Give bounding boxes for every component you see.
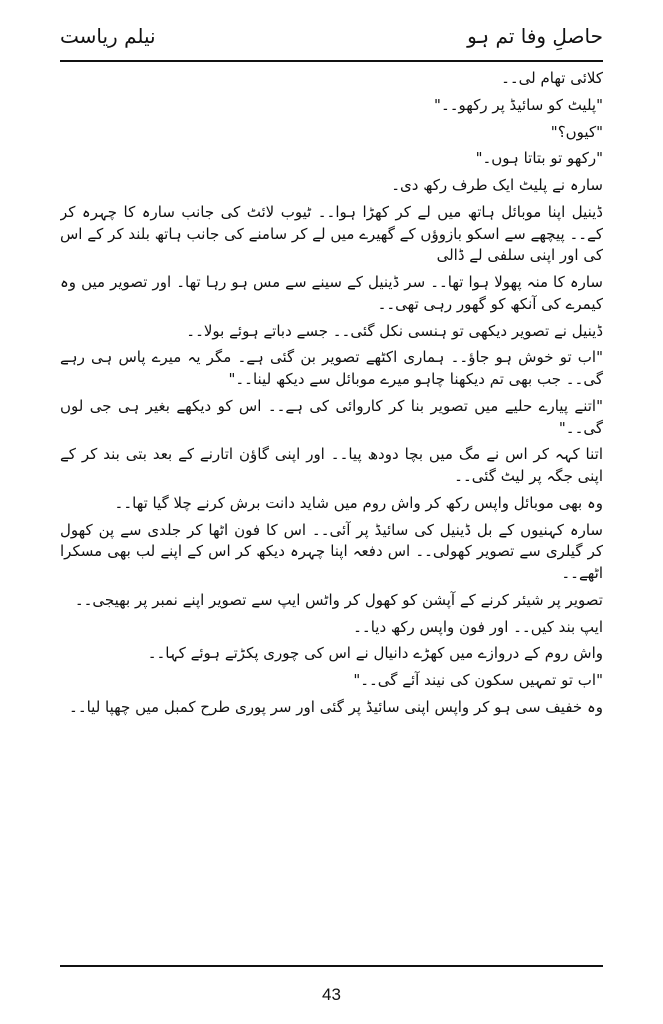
paragraph: ڈینیل اپنا موبائل ہاتھ میں لے کر کھڑا ہوا۔۔ ٹیوب لائٹ کی جانب سارہ کا چہرہ کر کے۔۔ پیچھے سے اسکو بازوؤں کے گھیرے میں لے کر سامنے کی جانب ہاتھ بلند کر کے اس کی اور اپنی سلفی لے ڈالی	[60, 202, 603, 265]
paragraph: وہ خفیف سی ہو کر واپس اپنی سائیڈ پر گئی اور سر پوری طرح کمبل میں چھپا لیا۔۔	[69, 697, 603, 716]
footer-divider	[60, 965, 603, 967]
paragraph: ایپ بند کیں۔۔ اور فون واپس رکھ دیا۔۔	[353, 617, 603, 636]
paragraph: وہ بھی موبائل واپس رکھ کر واش روم میں شاید دانت برش کرنے چلا گیا تھا۔۔	[114, 493, 603, 512]
book-title: حاصلِ وفا تم ہو	[467, 24, 603, 48]
paragraph: "اب تو خوش ہو جاؤ۔۔ ہماری اکٹھے تصویر بن گئی ہے۔ مگر یہ میرے پاس ہی رہے گی۔۔ جب بھی تم دیکھنا چاہو میرے موبائل سے دیکھ لینا۔۔"	[60, 348, 603, 388]
page-number: 43	[322, 985, 341, 1004]
paragraph: اتنا کہہ کر اس نے مگ میں بچا دودھ پیا۔۔ اور اپنی گاؤن اتارنے کے بعد بتی بند کر کے اپنی جگہ پر لیٹ گئی۔۔	[60, 445, 603, 485]
paragraph: سارہ کہنیوں کے بل ڈینیل کی سائیڈ پر آئی۔۔ اس کا فون اٹھا کر جلدی سے پن کھول کر گیلری سے تصویر کھولی۔۔ اس دفعہ اپنا چہرہ دیکھ کر اس کے اپنے لب بھی مسکرا اٹھے۔۔	[60, 520, 603, 582]
header-divider	[60, 60, 603, 62]
page-body	[60, 68, 603, 958]
paragraph: ڈینیل نے تصویر دیکھی تو ہنسی نکل گئی۔۔ جسے دباتے ہوئے بولا۔۔	[186, 321, 603, 340]
paragraph: "پلیٹ کو سائیڈ پر رکھو۔۔"	[434, 95, 603, 114]
paragraph: سارہ کا منہ پھولا ہوا تھا۔۔ سر ڈینیل کے سینے سے مس ہو رہا تھا۔ اور تصویر میں وہ کیمرے کی آنکھ کو گھور رہی تھی۔۔	[60, 273, 603, 313]
paragraph: کلائی تھام لی۔۔	[501, 69, 603, 87]
paragraph: سارہ نے پلیٹ ایک طرف رکھ دی۔	[391, 176, 603, 194]
paragraph: تصویر پر شیئر کرنے کے آپشن کو کھول کر واٹس ایپ سے تصویر اپنے نمبر پر بھیجی۔۔	[74, 590, 603, 609]
page-header	[60, 16, 603, 56]
author-name: نیلم ریاست	[60, 24, 156, 48]
paragraph: "رکھو تو بتاتا ہوں۔"	[475, 149, 603, 168]
paragraph: واش روم کے دروازے میں کھڑے دانیال نے اس کی چوری پکڑتے ہوئے کہا۔۔	[147, 644, 603, 663]
paragraph: "اب تو تمہیں سکون کی نیند آئے گی۔۔"	[353, 671, 603, 689]
paragraph: "کیوں؟"	[550, 122, 603, 141]
paragraph: "اتنے پیارے حلیے میں تصویر بنا کر کاروائی کی ہے۔۔ اس کو دیکھے بغیر ہی جی لوں گی۔۔"	[60, 396, 603, 437]
